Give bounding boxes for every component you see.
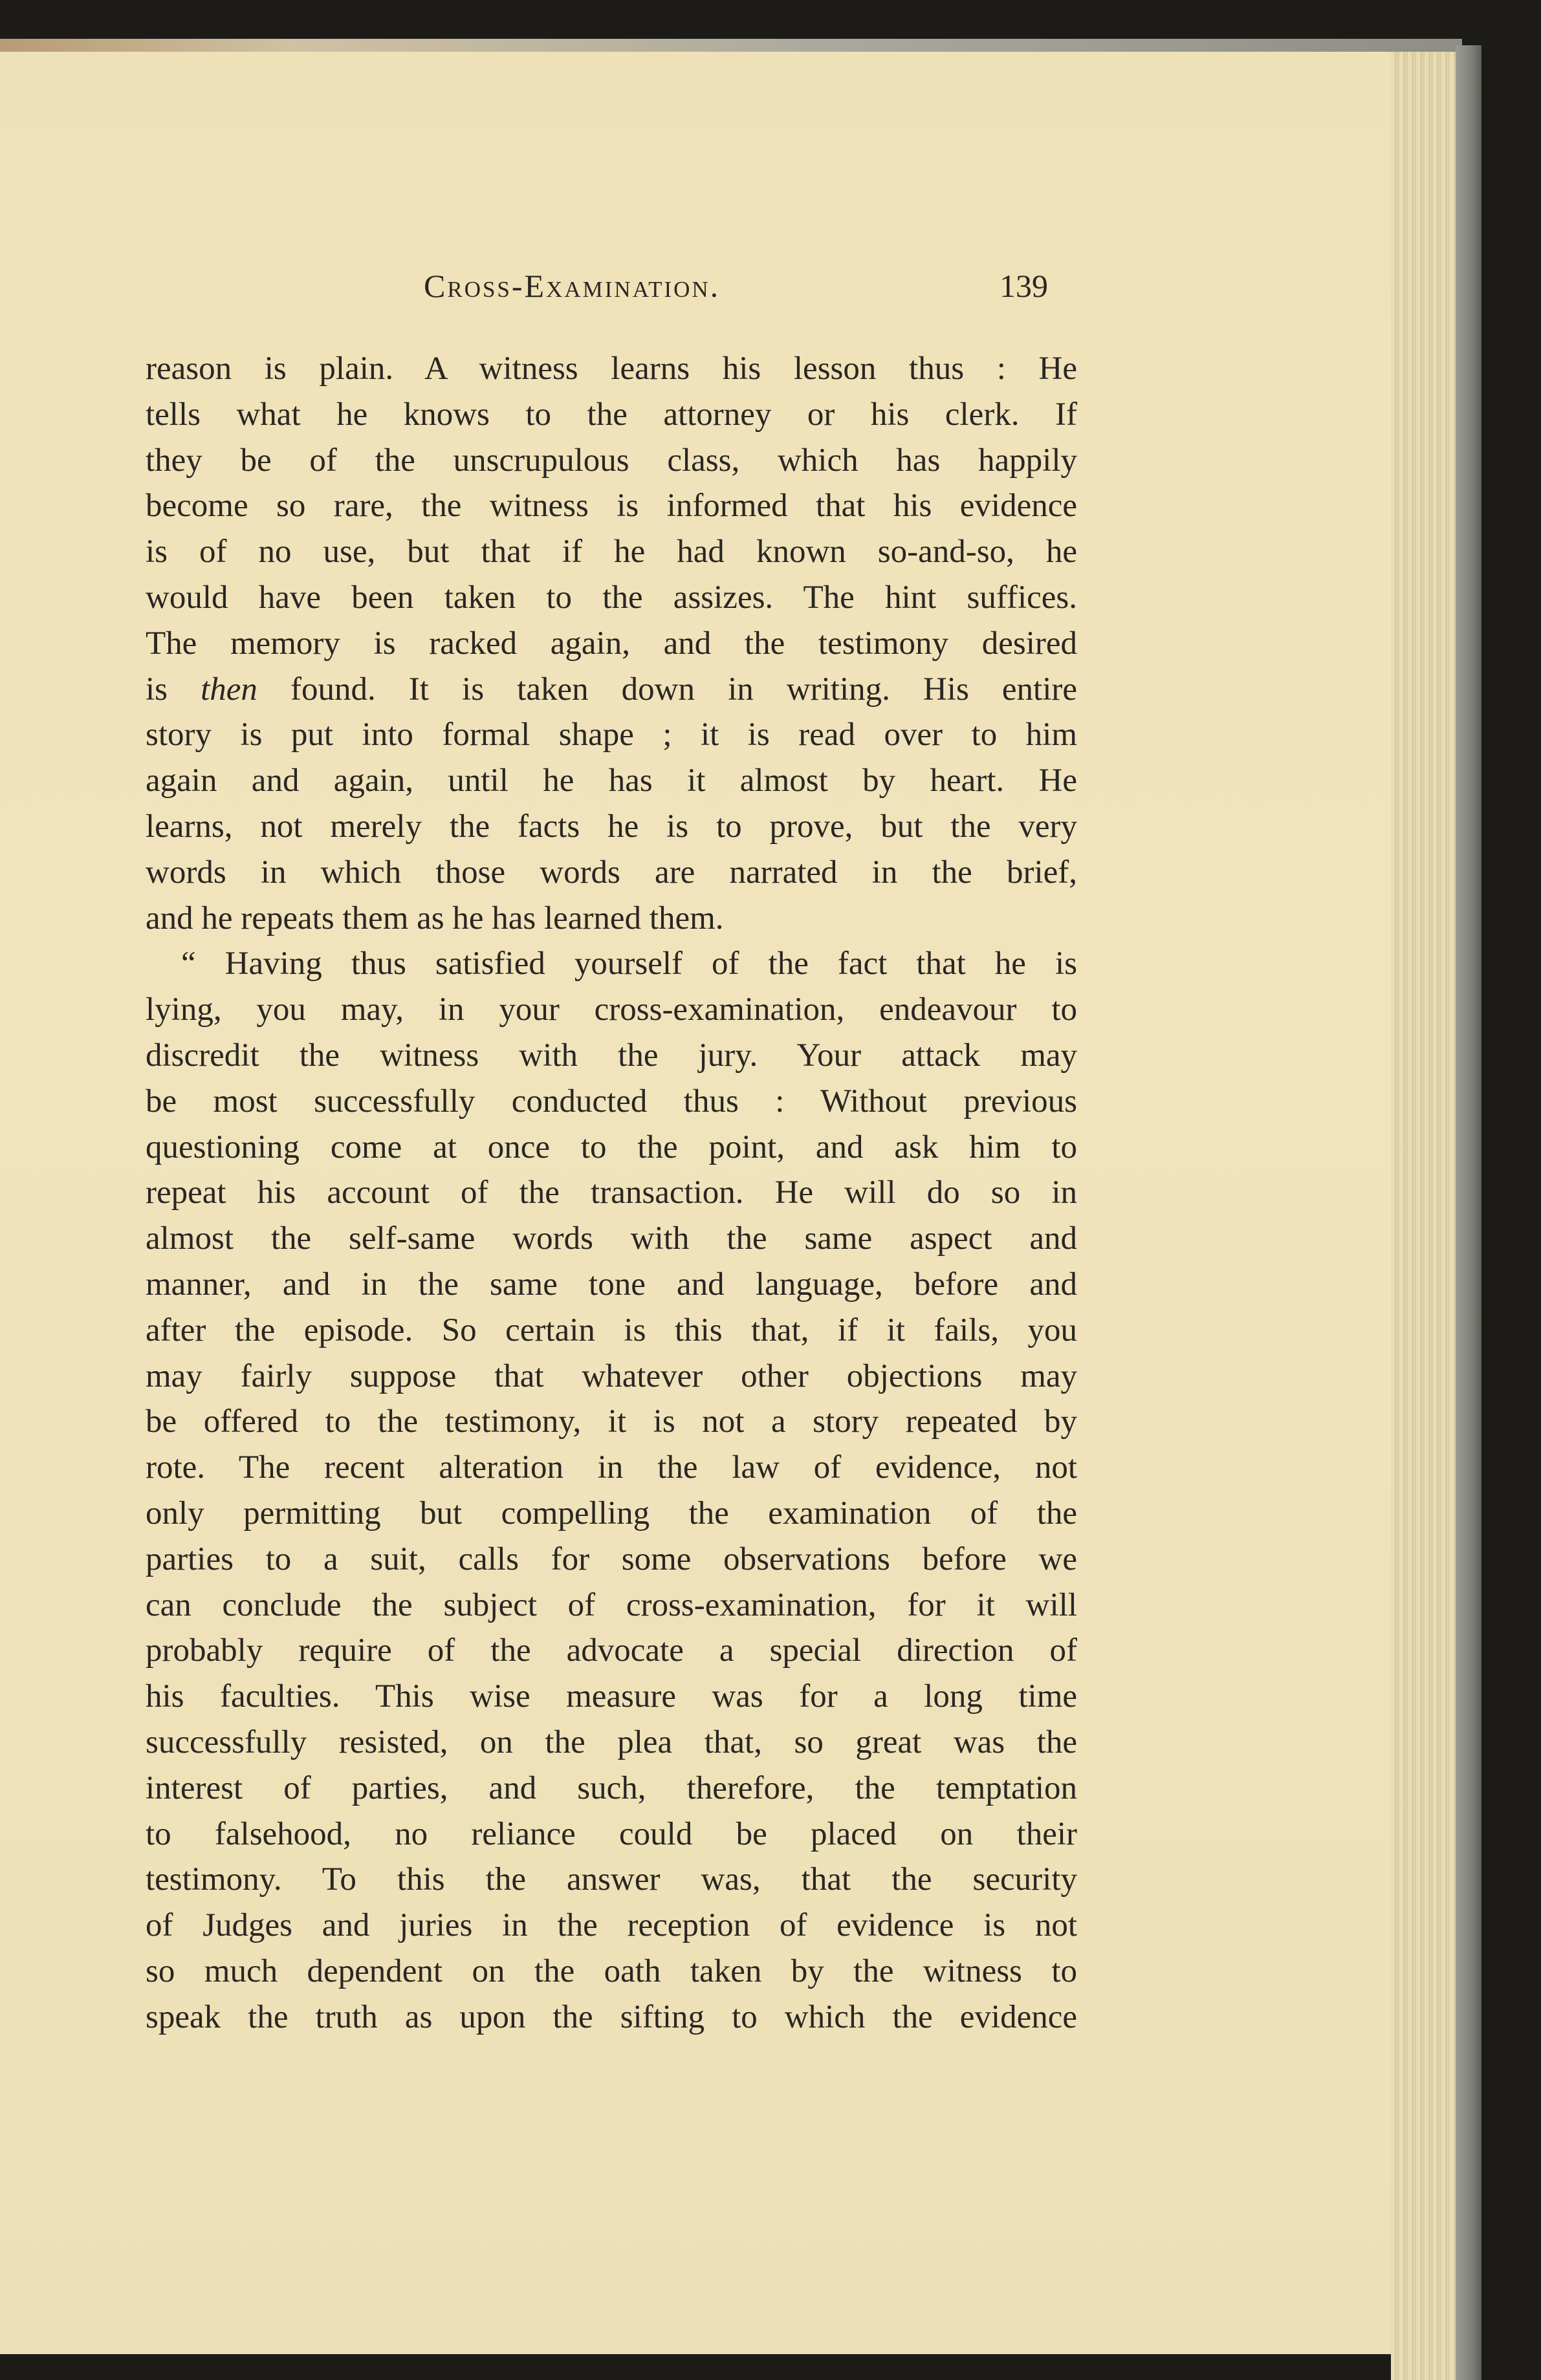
text-line: manner, and in the same tone and language, before and <box>146 1266 1077 1303</box>
italic-word: then <box>201 671 257 708</box>
running-head <box>0 266 1391 305</box>
text-line: again and again, until he has it almost by heart. He <box>146 763 1077 799</box>
text-line: parties to a suit, calls for some observations before we <box>146 1541 1077 1577</box>
text-line: to falsehood, no reliance could be placed on their <box>146 1815 1077 1852</box>
text-line: his faculties. This wise measure was for a long time <box>146 1678 1077 1715</box>
body-text <box>146 346 1077 2040</box>
text-line: probably require of the advocate a special direction of <box>146 1632 1077 1669</box>
text-line: and he repeats them as he has learned them. <box>146 900 724 936</box>
text-fragment: found. It is taken down in writing. His entire <box>257 671 1077 708</box>
text-line: successfully resisted, on the plea that, so great was the <box>146 1724 1077 1760</box>
text-line: “ Having thus satisfied yourself of the fact that he is <box>181 946 1077 982</box>
text-line: they be of the unscrupulous class, which has happily <box>146 442 1077 479</box>
page-stack-edges <box>1391 52 1456 2380</box>
text-line: rote. The recent alteration in the law of evidence, not <box>146 1449 1077 1486</box>
text-line: would have been taken to the assizes. The hint suffices. <box>146 579 1077 616</box>
text-line: interest of parties, and such, therefore, the temptation <box>146 1769 1077 1806</box>
text-line-with-italic <box>146 667 1077 713</box>
text-line: be most successfully conducted thus : Without previous <box>146 1083 1077 1120</box>
text-line: almost the self-same words with the same aspect and <box>146 1220 1077 1257</box>
text-line: questioning come at once to the point, and ask him to <box>146 1129 1077 1165</box>
text-line: speak the truth as upon the sifting to which the evidence <box>146 1998 1077 2035</box>
text-line: is of no use, but that if he had known so-and-so, he <box>146 534 1077 570</box>
text-fragment: is <box>146 671 201 708</box>
text-line: testimony. To this the answer was, that the security <box>146 1861 1077 1898</box>
text-line: be offered to the testimony, it is not a story repeated by <box>146 1403 1077 1440</box>
text-line: so much dependent on the oath taken by the witness to <box>146 1953 1077 1989</box>
text-line: lying, you may, in your cross-examination, endeavour to <box>146 991 1077 1028</box>
text-line: of Judges and juries in the reception of evidence is not <box>146 1907 1077 1944</box>
text-line: tells what he knows to the attorney or his clerk. If <box>146 396 1077 433</box>
text-line: repeat his account of the transaction. He will do so in <box>146 1174 1077 1211</box>
text-line: after the episode. So certain is this that, if it fails, you <box>146 1312 1077 1348</box>
text-line: The memory is racked again, and the testimony desired <box>146 625 1077 662</box>
text-line: become so rare, the witness is informed that his evidence <box>146 488 1077 525</box>
text-line: words in which those words are narrated in the brief, <box>146 854 1077 891</box>
text-line: reason is plain. A witness learns his lesson thus : He <box>146 351 1077 387</box>
text-line: story is put into formal shape ; it is read over to him <box>146 717 1077 753</box>
page-number: 139 <box>1000 268 1048 304</box>
running-head-title: Cross-Examination. <box>424 268 721 304</box>
text-line: only permitting but compelling the examination of the <box>146 1495 1077 1531</box>
text-line: can conclude the subject of cross-examination, for it will <box>146 1586 1077 1623</box>
text-line: learns, not merely the facts he is to prove, but the very <box>146 808 1077 845</box>
text-line: discredit the witness with the jury. Your attack may <box>146 1037 1077 1074</box>
book-cover-edge <box>1456 45 1481 2380</box>
text-line: may fairly suppose that whatever other objections may <box>146 1358 1077 1394</box>
